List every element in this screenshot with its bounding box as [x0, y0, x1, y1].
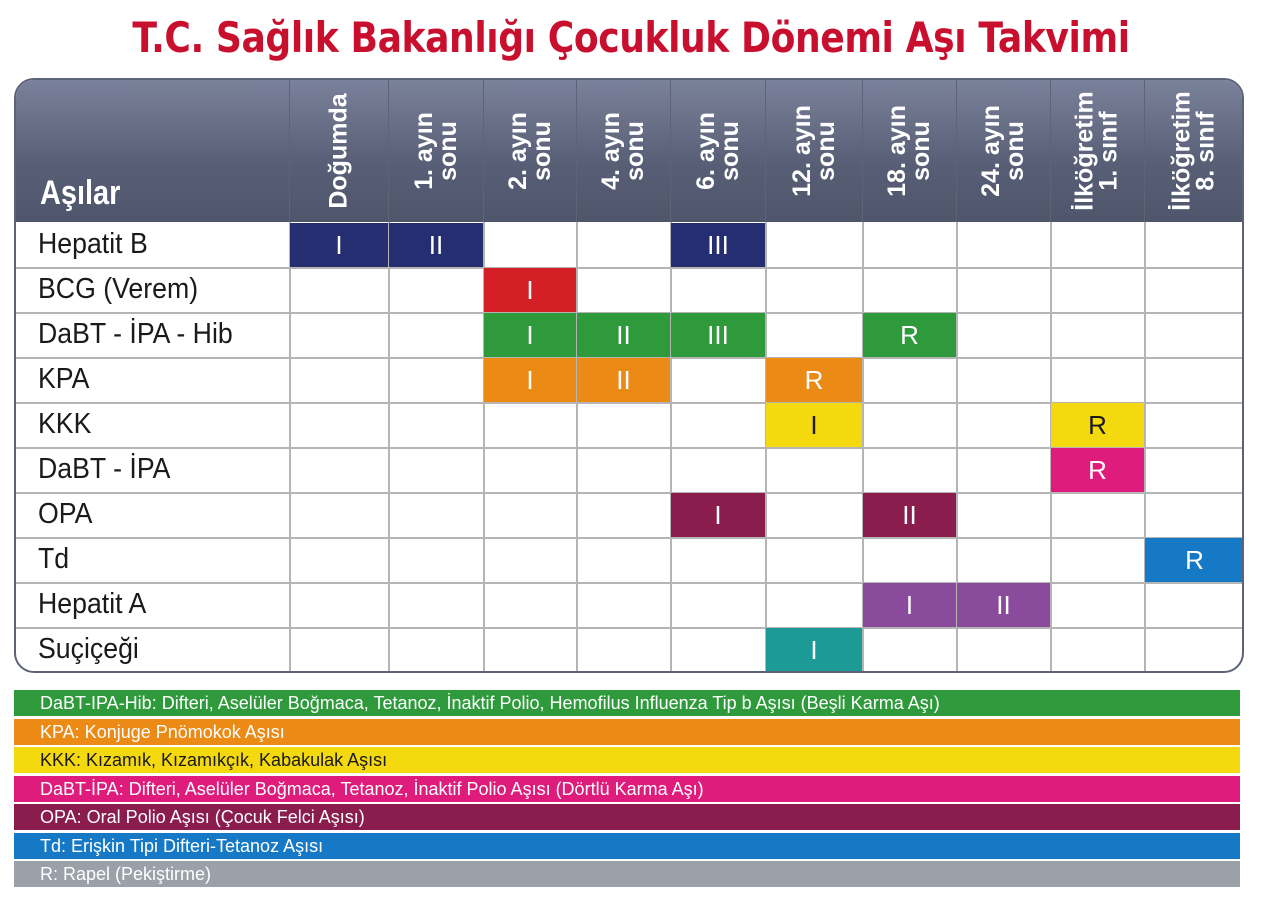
vaccine-name: Hepatit B [38, 228, 148, 260]
dose-cell: III [671, 313, 765, 357]
column-header-line: sonu [620, 121, 649, 181]
column-header-text [1071, 91, 1124, 211]
column-header-line: sonu [906, 121, 935, 181]
column-header-line: 4. ayın [596, 112, 625, 190]
dose-cell: I [484, 313, 576, 357]
grid-line-horizontal [16, 582, 1244, 584]
legend-item: KPA: Konjuge Pnömokok Aşısı [14, 719, 1240, 745]
grid-line-horizontal [16, 492, 1244, 494]
column-header-line: 2. ayın [503, 112, 532, 190]
column-header-line: sonu [527, 121, 556, 181]
dose-cell: I [766, 628, 862, 672]
column-header-line: Doğumda [324, 93, 353, 209]
column-header-line: 1. sınıf [1095, 111, 1124, 191]
dose-cell: R [1145, 538, 1244, 582]
column-header-line: 12. ayın [787, 105, 816, 197]
table-header [16, 80, 1242, 222]
column-header [1050, 80, 1144, 222]
column-header [956, 80, 1050, 222]
column-header-text [324, 93, 353, 209]
column-header-text [787, 105, 840, 197]
column-header-line: 24. ayın [976, 105, 1005, 197]
dose-cell: I [484, 268, 576, 312]
dose-cell: R [1051, 403, 1144, 447]
column-header-line: 1. ayın [409, 112, 438, 190]
legend-item: DaBT-İPA: Difteri, Aselüler Boğmaca, Tetanoz, İnaktif Polio Aşısı (Dörtlü Karma Aşı) [14, 776, 1240, 802]
column-header-line: sonu [433, 121, 462, 181]
vaccine-schedule-table [14, 78, 1244, 673]
column-header-text [1168, 91, 1221, 211]
dose-cell: I [766, 403, 862, 447]
legend-item: DaBT-IPA-Hib: Difteri, Aselüler Boğmaca, Tetanoz, İnaktif Polio, Hemofilus Influenza Tip b Aşısı (Beşli Karma Aşı) [14, 690, 1240, 716]
dose-cell: R [863, 313, 956, 357]
column-header-line: sonu [715, 121, 744, 181]
column-header [1144, 80, 1244, 222]
column-header [765, 80, 862, 222]
dose-cell: II [957, 583, 1050, 627]
column-header-line: 18. ayın [882, 105, 911, 197]
vaccine-name: KPA [38, 363, 90, 395]
header-divider [289, 80, 290, 222]
header-divider [956, 80, 957, 222]
dose-cell: II [577, 313, 670, 357]
column-header-line: 6. ayın [691, 112, 720, 190]
column-header-text [976, 105, 1029, 197]
vaccine-name: OPA [38, 498, 93, 530]
column-header [670, 80, 765, 222]
vaccine-name: Hepatit A [38, 588, 147, 620]
column-header [862, 80, 956, 222]
header-divider [1050, 80, 1051, 222]
column-header-line: sonu [1000, 121, 1029, 181]
grid-line-horizontal [16, 627, 1244, 629]
column-header-line: İlköğretim [1168, 91, 1197, 211]
dose-cell: II [577, 358, 670, 402]
dose-cell: II [389, 223, 483, 267]
dose-cell: R [1051, 448, 1144, 492]
column-header [576, 80, 670, 222]
header-divider [483, 80, 484, 222]
dose-cell: I [484, 358, 576, 402]
column-header [289, 80, 388, 222]
column-header-text [596, 112, 649, 190]
grid-line-horizontal [16, 537, 1244, 539]
legend-item: KKK: Kızamık, Kızamıkçık, Kabakulak Aşısı [14, 747, 1240, 773]
dose-cell: I [863, 583, 956, 627]
legend-item: R: Rapel (Pekiştirme) [14, 861, 1240, 887]
page-title: T.C. Sağlık Bakanlığı Çocukluk Dönemi Aşı Takvimi [132, 13, 1130, 62]
vaccines-header-label: Aşılar [40, 174, 121, 212]
legend-item: OPA: Oral Polio Aşısı (Çocuk Felci Aşısı) [14, 804, 1240, 830]
column-header [483, 80, 576, 222]
header-divider [388, 80, 389, 222]
dose-cell: I [290, 223, 388, 267]
column-header [388, 80, 483, 222]
vaccine-name: KKK [38, 408, 92, 440]
column-header-line: İlköğretim [1071, 91, 1100, 211]
header-divider [576, 80, 577, 222]
column-header-text [409, 112, 462, 190]
vaccine-name: Td [38, 543, 70, 575]
column-header-text [882, 105, 935, 197]
header-divider [670, 80, 671, 222]
column-header-text [691, 112, 744, 190]
legend-item: Td: Erişkin Tipi Difteri-Tetanoz Aşısı [14, 833, 1240, 859]
header-divider [765, 80, 766, 222]
dose-cell: R [766, 358, 862, 402]
dose-cell: I [671, 493, 765, 537]
header-divider [1144, 80, 1145, 222]
header-divider [862, 80, 863, 222]
column-header-line: 8. sınıf [1192, 111, 1221, 191]
dose-cell: II [863, 493, 956, 537]
vaccine-name: Suçiçeği [38, 633, 139, 665]
dose-cell: III [671, 223, 765, 267]
grid-line-horizontal [16, 267, 1244, 269]
vaccine-name: DaBT - İPA [38, 453, 171, 485]
vaccine-name: DaBT - İPA - Hib [38, 318, 233, 350]
column-header-text [503, 112, 556, 190]
column-header-line: sonu [811, 121, 840, 181]
vaccine-name: BCG (Verem) [38, 273, 199, 305]
